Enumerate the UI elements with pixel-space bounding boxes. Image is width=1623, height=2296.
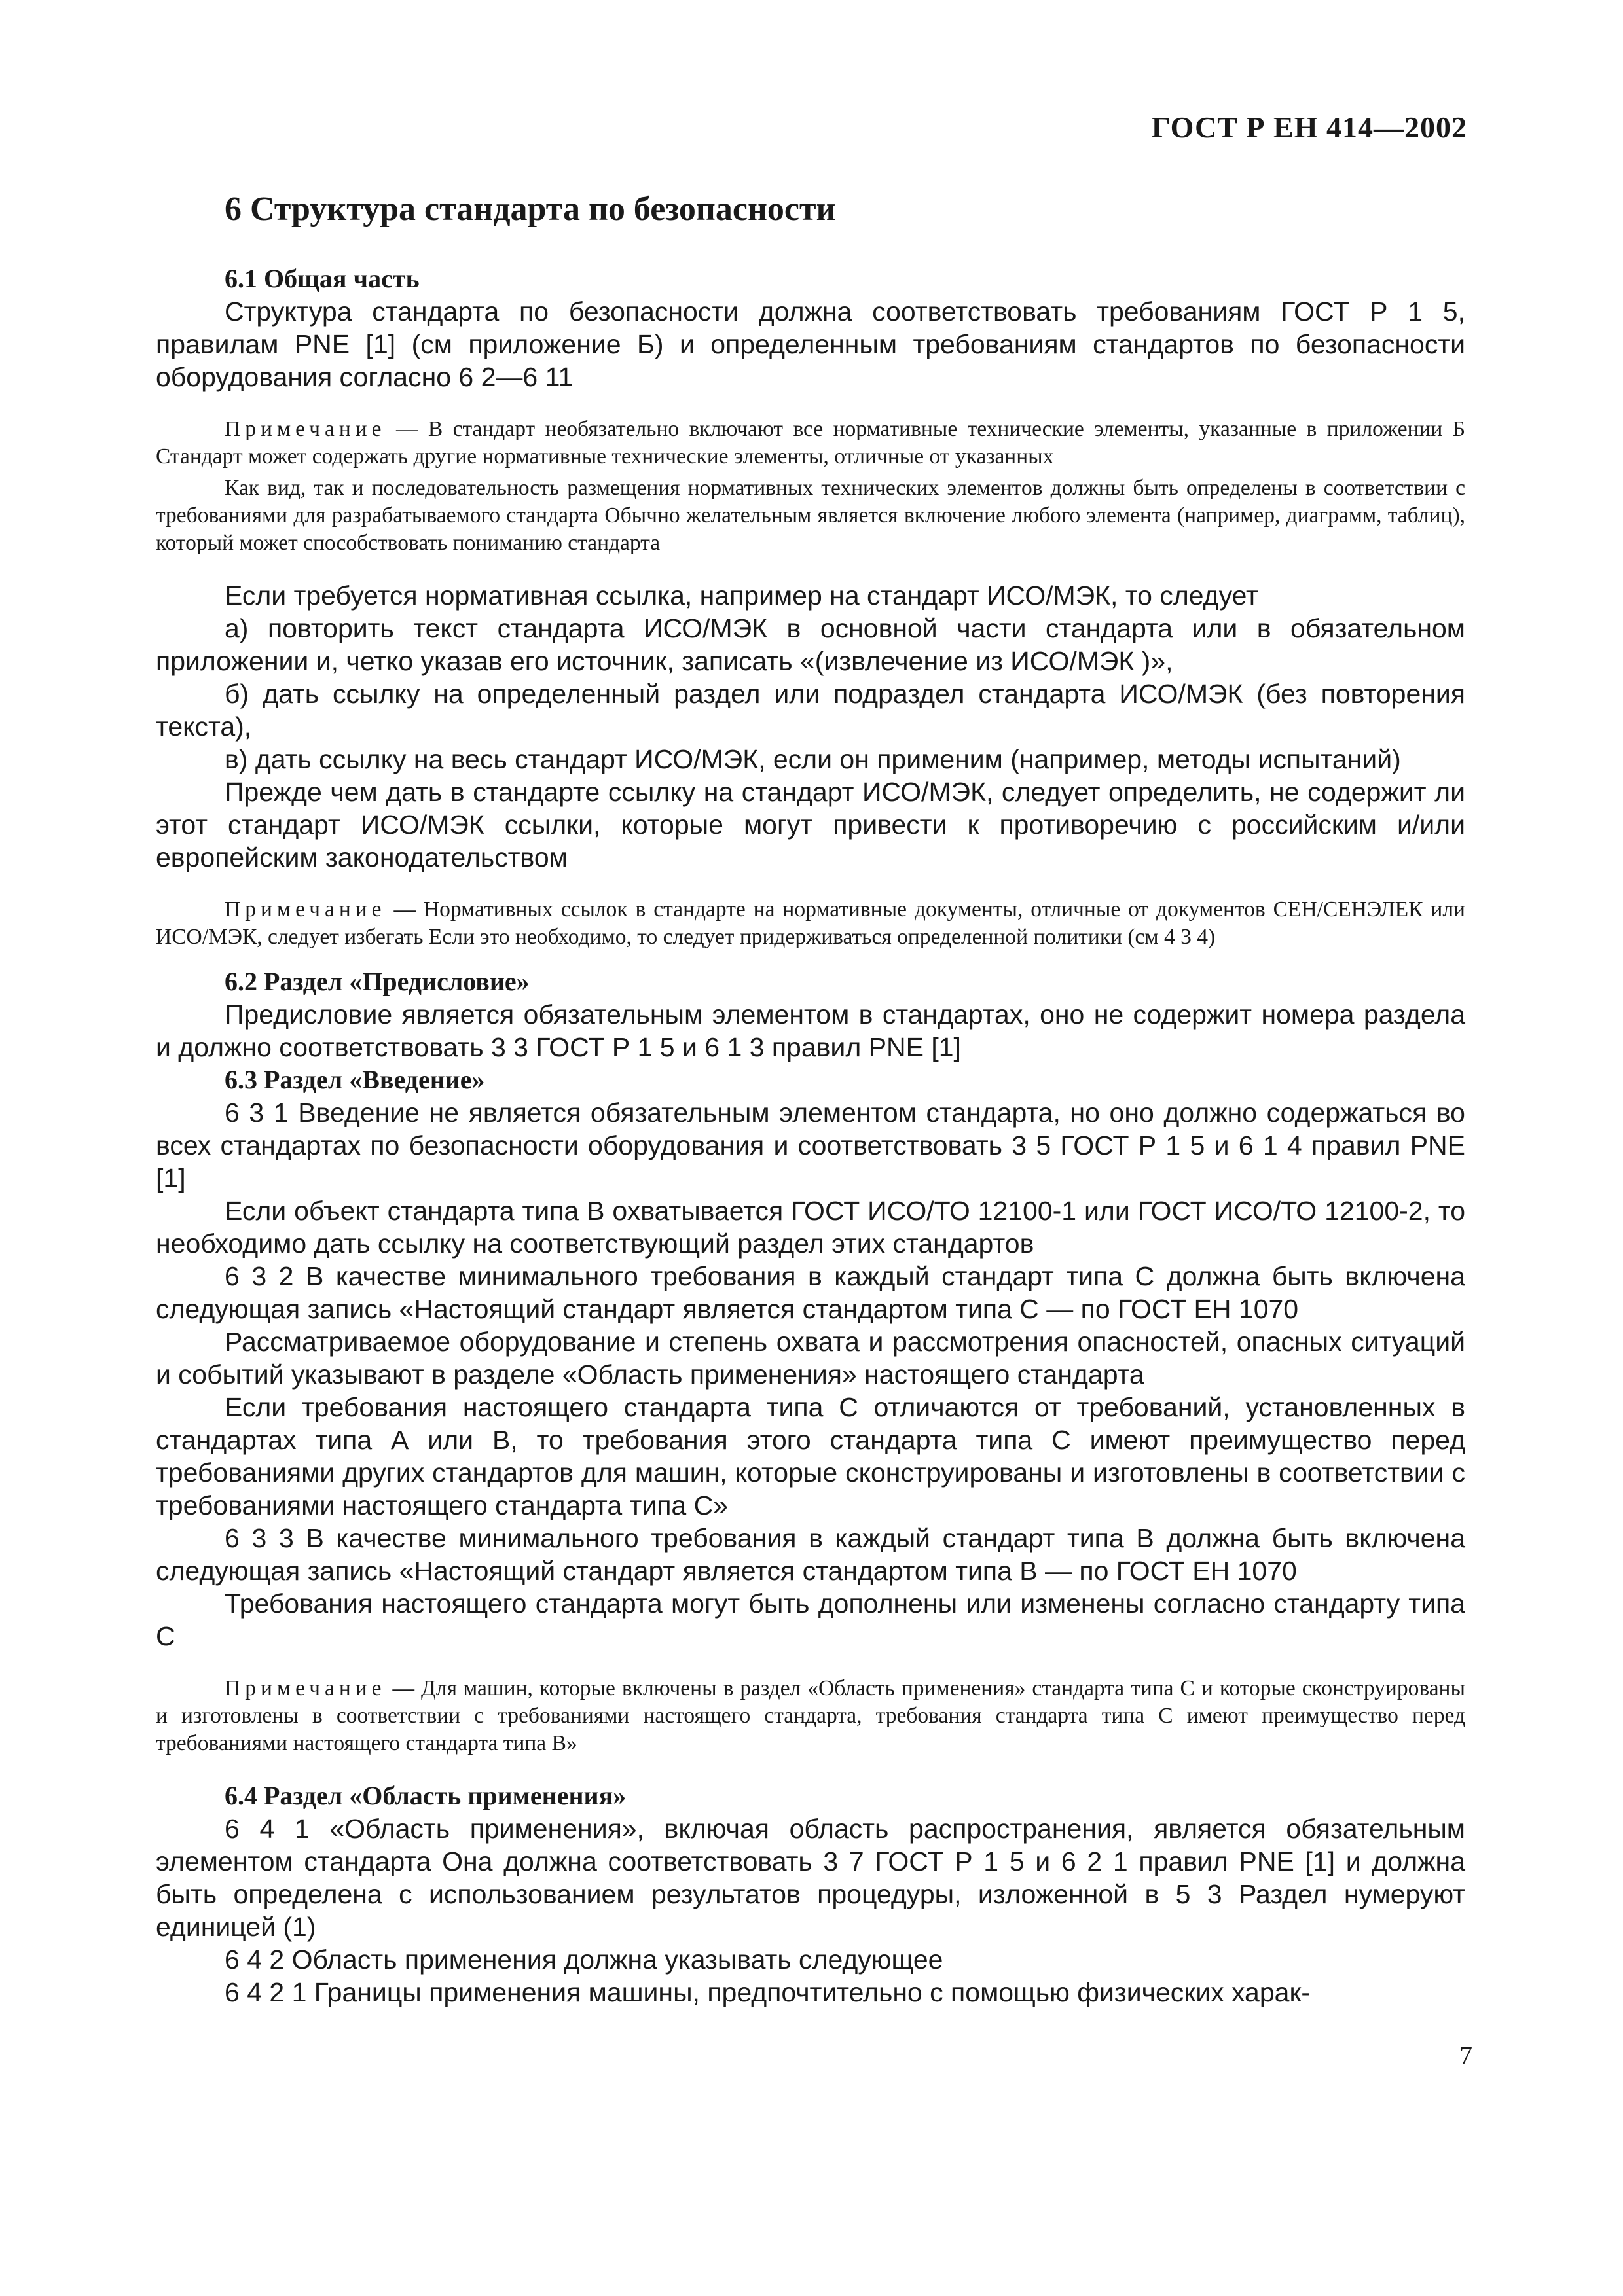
paragraph: Если требуется нормативная ссылка, например на стандарт ИСО/МЭК, то следует — [225, 581, 1258, 611]
paragraph: Предисловие является обязательным элементом в стандартах, оно не содержит номера раздела и должно соответствовать 3 3 ГОСТ Р 1 5 и 6 1 3 правил PNE [1] — [156, 999, 1465, 1062]
subsection-6-4-title: 6.4 Раздел «Область применения» — [225, 1781, 627, 1810]
document-code: ГОСТ Р ЕН 414—2002 — [1151, 111, 1467, 144]
note-text: — Для машин, которые включены в раздел «Область применения» стандарта типа С и которые сконструированы и изготовлены в соответствии с требованиями настоящего стандарта, требования стандарта типа С имеют преимущество перед требованиями настоящего стандарта типа В» — [156, 1676, 1465, 1755]
paragraph: Если объект стандарта типа В охватывается ГОСТ ИСО/ТО 12100-1 или ГОСТ ИСО/ТО 12100-2, то необходимо дать ссылку на соответствующий раздел этих стандартов — [156, 1196, 1465, 1259]
subsection-6-2-title: 6.2 Раздел «Предисловие» — [225, 967, 530, 996]
paragraph: 6 3 2 В качестве минимального требования в каждый стандарт типа С должна быть включена следующая запись «Настоящий стандарт является стандартом типа С — по ГОСТ ЕН 1070 — [156, 1261, 1465, 1324]
note — [156, 416, 1465, 471]
note-continuation: Как вид, так и последовательность размещения нормативных технических элементов должны быть определены в соответствии с требованиями для разрабатываемого стандарта Обычно желательным является включение любого элемента (например, диаграмм, таблиц), который может способствовать пониманию стандарта — [156, 476, 1465, 555]
paragraph: Прежде чем дать в стандарте ссылку на стандарт ИСО/МЭК, следует определить, не содержит ли этот стандарт ИСО/МЭК ссылки, которые могут привести к противоречию с российским и/или европейским законодательством — [156, 777, 1465, 872]
list-item-c: в) дать ссылку на весь стандарт ИСО/МЭК, если он применим (например, методы испытаний) — [225, 744, 1401, 774]
paragraph: 6 3 1 Введение не является обязательным элементом стандарта, но оно должно содержаться во всех стандартах по безопасности оборудования и соответствовать 3 5 ГОСТ Р 1 5 и 6 1 4 правил PNE [1] — [156, 1098, 1465, 1193]
paragraph: 6 4 2 1 Границы применения машины, предпочтительно с помощью физических харак- — [225, 1977, 1311, 2007]
paragraph: Структура стандарта по безопасности должна соответствовать требованиям ГОСТ Р 1 5, правилам PNE [1] (см приложение Б) и определенным требованиям стандартов по безопасности оборудования согласно 6 2—6 11 — [156, 296, 1465, 392]
paragraph: 6 3 3 В качестве минимального требования в каждый стандарт типа В должна быть включена следующая запись «Настоящий стандарт является стандартом типа В — по ГОСТ ЕН 1070 — [156, 1523, 1465, 1586]
subsection-6-3-title: 6.3 Раздел «Введение» — [225, 1065, 485, 1094]
note — [156, 1675, 1465, 1757]
paragraph: Если требования настоящего стандарта типа С отличаются от требований, установленных в стандартах типа А или В, то требования этого стандарта типа С имеют преимущество перед требованиями других стандартов для машин, которые сконструированы и изготовлены в соответствии с требованиями настоящего стандарта типа С» — [156, 1392, 1465, 1520]
list-item-b: б) дать ссылку на определенный раздел или подраздел стандарта ИСО/МЭК (без повторения текста), — [156, 679, 1465, 742]
note-text: — В стандарт необязательно включают все нормативные технические элементы, указанные в приложении Б Стандарт может содержать другие нормативные технические элементы, отличные от указанных — [156, 417, 1465, 469]
paragraph: 6 4 1 «Область применения», включая область распространения, является обязательным элементом стандарта Она должна соответствовать 3 7 ГОСТ Р 1 5 и 6 2 1 правил PNE [1] и должна быть определена с использованием результатов процедуры, изложенной в 5 3 Раздел нумеруют единицей (1) — [156, 1814, 1465, 1942]
page-number: 7 — [1459, 2041, 1472, 2070]
section-title: 6 Структура стандарта по безопасности — [225, 190, 836, 228]
note-label: Примечание — [225, 897, 386, 922]
note-label: Примечание — [225, 1676, 386, 1700]
subsection-6-1-title: 6.1 Общая часть — [225, 264, 420, 293]
paragraph: Рассматриваемое оборудование и степень охвата и рассмотрения опасностей, опасных ситуаций и событий указывают в разделе «Область применения» настоящего стандарта — [156, 1327, 1465, 1390]
paragraph: 6 4 2 Область применения должна указывать следующее — [225, 1945, 943, 1975]
list-item-a: а) повторить текст стандарта ИСО/МЭК в основной части стандарта или в обязательном приложении и, четко указав его источник, записать «(извлечение из ИСО/МЭК )», — [156, 613, 1465, 676]
note — [156, 896, 1465, 951]
note-text: — Нормативных ссылок в стандарте на нормативные документы, отличные от документов СЕН/СЕНЭЛЕК или ИСО/МЭК, следует избегать Если это необходимо, то следует придерживаться определенной политики (см 4 3 4) — [156, 897, 1465, 949]
paragraph: Требования настоящего стандарта могут быть дополнены или изменены согласно стандарту типа С — [156, 1588, 1465, 1651]
page-content — [156, 190, 1465, 2009]
note-label: Примечание — [225, 417, 386, 441]
